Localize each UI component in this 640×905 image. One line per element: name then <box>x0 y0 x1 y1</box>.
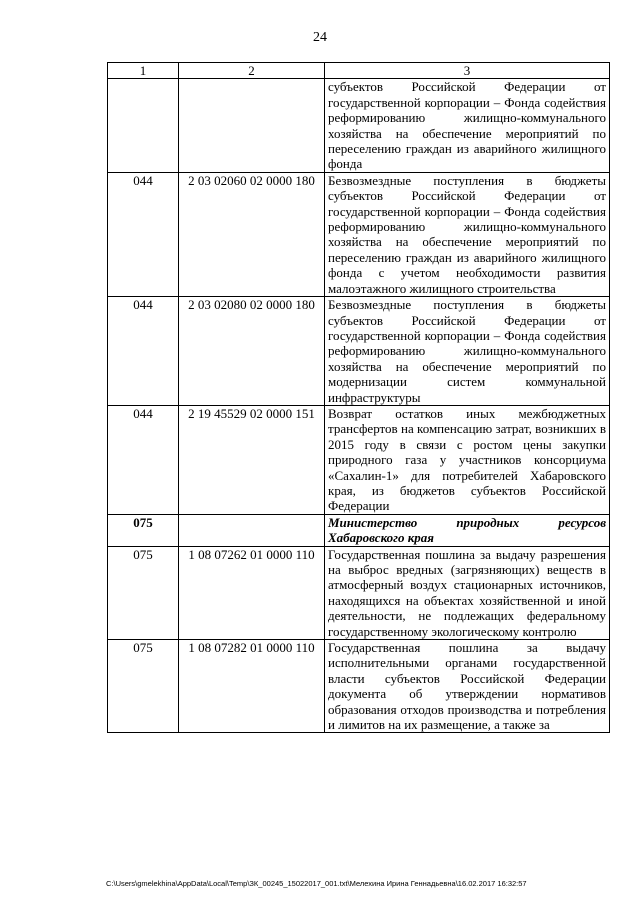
income-name-cell: Государственная пошлина за выдачу исполнительными органами государственной власти субъектов Российской Федерации документа об утверждении нормативов образования отходов производства и потребления и лимитов на их размещение, а также за <box>325 640 610 733</box>
table-row <box>108 640 610 733</box>
column-header-1: 1 <box>108 63 179 79</box>
file-path-footer: C:\Users\gmelekhina\AppData\Local\Temp\ЗК_00245_15022017_001.txt\Мелехина Ирина Геннадьевна\16.02.2017 16:32:57 <box>106 879 527 888</box>
income-code-cell <box>179 514 325 546</box>
income-name-cell: Министерство природных ресурсов Хабаровского края <box>325 514 610 546</box>
income-code-cell: 2 03 02060 02 0000 180 <box>179 172 325 296</box>
income-code-cell: 2 19 45529 02 0000 151 <box>179 405 325 514</box>
income-code-cell <box>179 79 325 172</box>
table-row <box>108 546 610 639</box>
income-name-cell: Государственная пошлина за выдачу разрешения на выброс вредных (загрязняющих) веществ в атмосферный воздух стационарных источников, находящихся на объектах хозяйственной и иной деятельности, не подлежащих федеральному государственному экологическому контролю <box>325 546 610 639</box>
income-name-cell: Безвозмездные поступления в бюджеты субъектов Российской Федерации от государственной корпорации – Фонда содействия реформированию жилищно-коммунального хозяйства на обеспечение мероприятий по переселению граждан из аварийного жилищного фонда с учетом необходимости развития малоэтажного жилищного строительства <box>325 172 610 296</box>
income-code-cell: 1 08 07262 01 0000 110 <box>179 546 325 639</box>
budget-classification-table <box>107 62 610 733</box>
admin-code-cell: 044 <box>108 297 179 406</box>
income-code-cell: 2 03 02080 02 0000 180 <box>179 297 325 406</box>
admin-code-cell: 075 <box>108 640 179 733</box>
admin-code-cell <box>108 79 179 172</box>
table-header-row <box>108 63 610 79</box>
admin-code-cell: 044 <box>108 172 179 296</box>
table-row <box>108 514 610 546</box>
table-row <box>108 79 610 172</box>
admin-code-cell: 075 <box>108 546 179 639</box>
admin-code-cell: 044 <box>108 405 179 514</box>
column-header-2: 2 <box>179 63 325 79</box>
table-row <box>108 297 610 406</box>
income-name-cell: субъектов Российской Федерации от государственной корпорации – Фонда содействия реформированию жилищно-коммунального хозяйства на обеспечение мероприятий по переселению граждан из аварийного жилищного фонда <box>325 79 610 172</box>
page-number: 24 <box>313 30 327 45</box>
table-row <box>108 405 610 514</box>
column-header-3: 3 <box>325 63 610 79</box>
income-name-cell: Безвозмездные поступления в бюджеты субъектов Российской Федерации от государственной корпорации – Фонда содействия реформированию жилищно-коммунального хозяйства на обеспечение мероприятий по модернизации систем коммунальной инфраструктуры <box>325 297 610 406</box>
admin-code-cell: 075 <box>108 514 179 546</box>
income-code-cell: 1 08 07282 01 0000 110 <box>179 640 325 733</box>
table-row <box>108 172 610 296</box>
income-name-cell: Возврат остатков иных межбюджетных трансфертов на компенсацию затрат, возникших в 2015 году в связи с ростом цены закупки природного газа у участников консорциума «Сахалин-1» для потребителей Хабаровского края, из бюджетов субъектов Российской Федерации <box>325 405 610 514</box>
